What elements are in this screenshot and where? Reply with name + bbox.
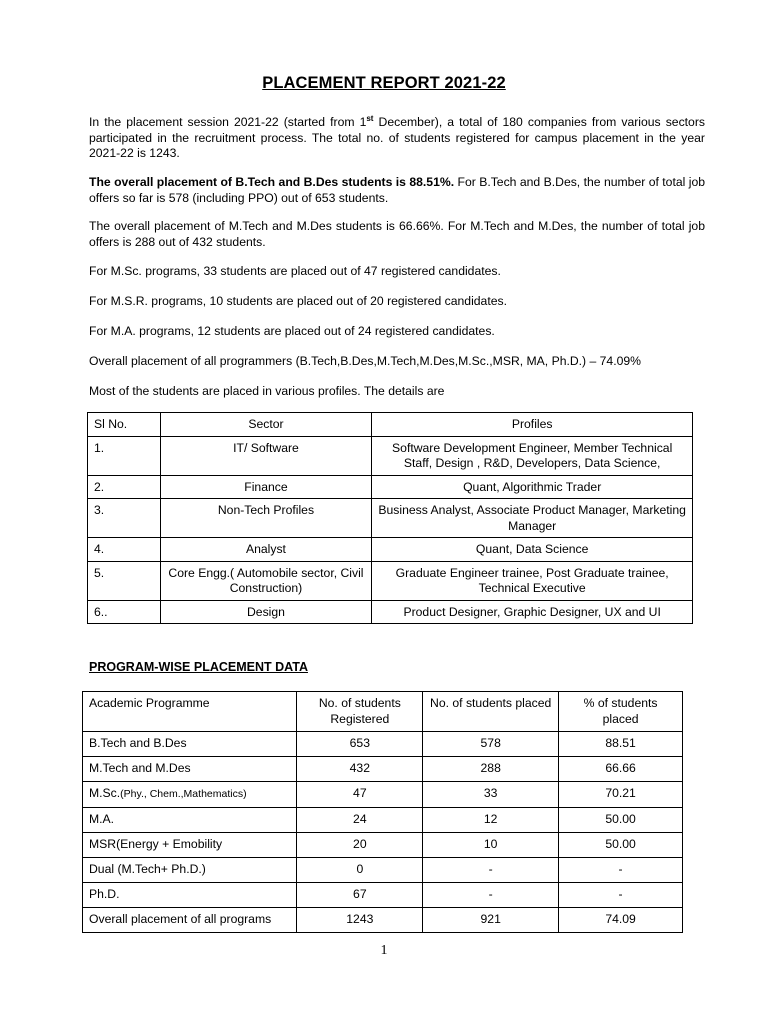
cell-percent: 88.51 (559, 732, 683, 757)
header-sl-no: Sl No. (88, 413, 161, 437)
header-percent: % of students placed (559, 692, 683, 732)
cell-registered: 20 (297, 832, 423, 857)
btech-highlight: The overall placement of B.Tech and B.Des students is 88.51%. (89, 175, 455, 189)
table-header-row (83, 692, 683, 732)
cell-percent: 66.66 (559, 757, 683, 782)
row-sector: Non-Tech Profiles (160, 499, 372, 538)
table-row (88, 499, 693, 538)
table-row (83, 857, 683, 882)
table-row (83, 732, 683, 757)
intro-text-1: In the placement session 2021-22 (started from 1 (89, 115, 367, 130)
row-sl-no: 4. (88, 538, 161, 562)
btech-text: For B.Tech and B.Des, the number of total job offers so far is 578 (including PPO) out of 653 students. (89, 175, 705, 205)
cell-programme: M.A. (83, 807, 297, 832)
msc-label: M.Sc. (89, 786, 121, 800)
table-row (88, 538, 693, 562)
intro-paragraph (89, 111, 705, 162)
page-number: 1 (380, 943, 388, 958)
cell-registered: 67 (297, 882, 423, 907)
row-sector: Core Engg.( Automobile sector, Civil Construction) (160, 561, 372, 600)
header-programme: Academic Programme (83, 692, 297, 732)
cell-placed: 12 (423, 807, 559, 832)
cell-placed: 578 (423, 732, 559, 757)
cell-percent: - (559, 882, 683, 907)
cell-registered: 653 (297, 732, 423, 757)
cell-placed: 33 (423, 782, 559, 808)
row-sector: IT/ Software (160, 436, 372, 475)
cell-registered: 24 (297, 807, 423, 832)
page-title: PLACEMENT REPORT 2021-22 (262, 74, 506, 92)
table-row (88, 561, 693, 600)
table-row (83, 832, 683, 857)
cell-registered: 1243 (297, 907, 423, 932)
cell-placed: - (423, 857, 559, 882)
cell-programme: M.Tech and M.Des (83, 757, 297, 782)
sector-profiles-table (87, 412, 693, 624)
table-row (83, 757, 683, 782)
table-header-row (88, 413, 693, 437)
cell-registered: 47 (297, 782, 423, 808)
header-placed: No. of students placed (423, 692, 559, 732)
program-placement-table (82, 691, 683, 933)
profiles-intro: Most of the students are placed in various profiles. The details are (89, 384, 445, 398)
mtech-paragraph: The overall placement of M.Tech and M.Des students is 66.66%. For M.Tech and M.Des, the number of total job offers is 288 out of 432 students. (89, 219, 705, 249)
intro-text-2: December), a total of 180 companies from various sectors participated in the recruitment process. The total no. of students registered for campus placement in the year 2021-22 is 1243. (89, 115, 705, 161)
row-sl-no: 1. (88, 436, 161, 475)
table-row (88, 475, 693, 499)
table-total-row (83, 907, 683, 932)
cell-programme (83, 782, 297, 808)
cell-percent: 70.21 (559, 782, 683, 808)
row-sl-no: 6.. (88, 600, 161, 624)
cell-programme: Overall placement of all programs (83, 907, 297, 932)
cell-programme: MSR(Energy + Emobility (83, 832, 297, 857)
intro-superscript: st (366, 114, 374, 123)
row-sl-no: 5. (88, 561, 161, 600)
row-profiles: Software Development Engineer, Member Technical Staff, Design , R&D, Developers, Data Science, (372, 436, 693, 475)
row-profiles: Quant, Algorithmic Trader (372, 475, 693, 499)
row-sector: Analyst (160, 538, 372, 562)
ma-paragraph: For M.A. programs, 12 students are placed out of 24 registered candidates. (89, 324, 495, 338)
cell-placed: 288 (423, 757, 559, 782)
table-row (83, 782, 683, 808)
row-profiles: Quant, Data Science (372, 538, 693, 562)
row-sl-no: 2. (88, 475, 161, 499)
cell-percent: - (559, 857, 683, 882)
cell-placed: 921 (423, 907, 559, 932)
cell-percent: 50.00 (559, 832, 683, 857)
msc-subjects: (Phy., Chem.,Mathematics) (120, 788, 247, 800)
row-profiles: Graduate Engineer trainee, Post Graduate trainee, Technical Executive (372, 561, 693, 600)
cell-programme: B.Tech and B.Des (83, 732, 297, 757)
row-sector: Design (160, 600, 372, 624)
header-sector: Sector (160, 413, 372, 437)
row-sl-no: 3. (88, 499, 161, 538)
row-sector: Finance (160, 475, 372, 499)
btech-paragraph (89, 175, 705, 206)
header-profiles: Profiles (372, 413, 693, 437)
overall-paragraph: Overall placement of all programmers (B.Tech,B.Des,M.Tech,M.Des,M.Sc.,MSR, MA, Ph.D.) – 74.09% (89, 354, 641, 368)
program-section-heading: PROGRAM-WISE PLACEMENT DATA (89, 660, 308, 674)
table-row (88, 600, 693, 624)
cell-registered: 432 (297, 757, 423, 782)
table-row (88, 436, 693, 475)
cell-placed: 10 (423, 832, 559, 857)
table-row (83, 807, 683, 832)
row-profiles: Product Designer, Graphic Designer, UX and UI (372, 600, 693, 624)
cell-percent: 50.00 (559, 807, 683, 832)
cell-programme: Dual (M.Tech+ Ph.D.) (83, 857, 297, 882)
header-registered: No. of students Registered (297, 692, 423, 732)
msc-paragraph: For M.Sc. programs, 33 students are placed out of 47 registered candidates. (89, 264, 501, 278)
cell-percent: 74.09 (559, 907, 683, 932)
cell-programme: Ph.D. (83, 882, 297, 907)
msr-paragraph: For M.S.R. programs, 10 students are placed out of 20 registered candidates. (89, 294, 507, 308)
row-profiles: Business Analyst, Associate Product Manager, Marketing Manager (372, 499, 693, 538)
cell-registered: 0 (297, 857, 423, 882)
cell-placed: - (423, 882, 559, 907)
table-row (83, 882, 683, 907)
